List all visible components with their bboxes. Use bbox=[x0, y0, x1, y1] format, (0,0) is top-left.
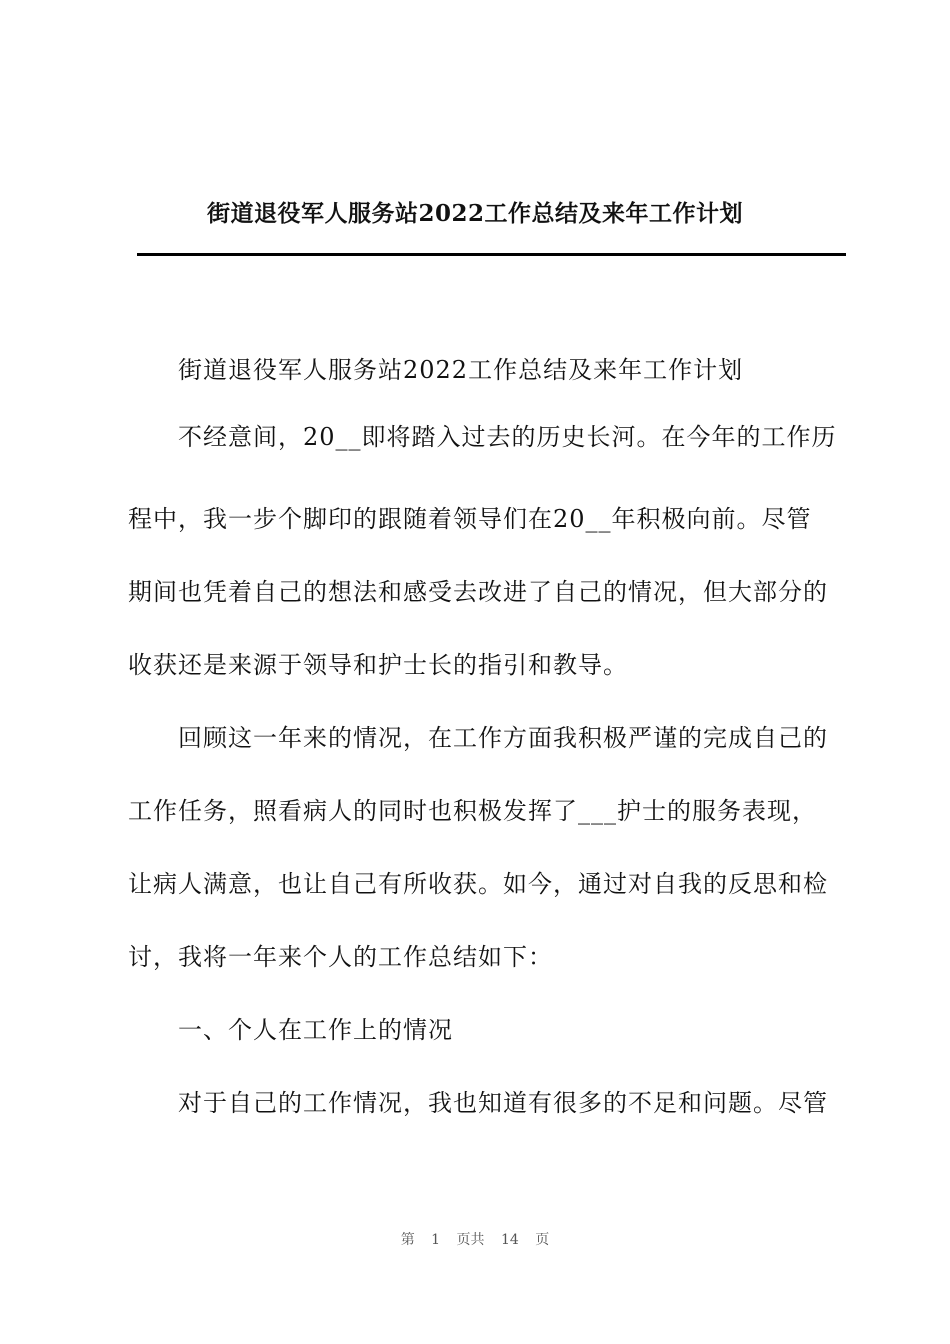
paragraph-line: 回顾这一年来的情况，在工作方面我积极严谨的完成自己的 bbox=[178, 724, 828, 752]
current-page-number: 1 bbox=[431, 1232, 441, 1248]
paragraph-line: 期间也凭着自己的想法和感受去改进了自己的情况，但大部分的 bbox=[128, 578, 828, 606]
page-label-suffix: 页 bbox=[535, 1232, 550, 1248]
page-label-mid: 页共 bbox=[456, 1232, 485, 1248]
total-pages-number: 14 bbox=[501, 1232, 519, 1248]
paragraph-line: 对于自己的工作情况，我也知道有很多的不足和问题。尽管 bbox=[178, 1089, 828, 1117]
paragraph-line: 让病人满意，也让自己有所收获。如今，通过对自我的反思和检 bbox=[128, 870, 828, 898]
paragraph-line: 收获还是来源于领导和护士长的指引和教导。 bbox=[128, 651, 628, 679]
paragraph bbox=[128, 1077, 858, 1130]
paragraph-line: 一、个人在工作上的情况 bbox=[178, 1016, 453, 1044]
paragraph-line: 程中，我一步个脚印的跟随着领导们在20__年积极向前。尽管 bbox=[128, 505, 812, 533]
paragraph-line: 街道退役军人服务站2022工作总结及来年工作计划 bbox=[178, 356, 744, 384]
paragraph-line: 讨，我将一年来个人的工作总结如下： bbox=[128, 943, 553, 971]
paragraph-line: 不经意间，20__即将踏入过去的历史长河。在今年的工作历 bbox=[178, 423, 837, 451]
page-footer bbox=[0, 1229, 950, 1249]
paragraph bbox=[128, 411, 858, 692]
document-body bbox=[128, 344, 858, 1130]
paragraph bbox=[128, 344, 858, 397]
paragraph-line: 工作任务，照看病人的同时也积极发挥了___护士的服务表现， bbox=[128, 797, 817, 825]
page-title: 街道退役军人服务站2022工作总结及来年工作计划 bbox=[206, 200, 743, 227]
paragraph bbox=[128, 712, 858, 984]
title-divider bbox=[137, 253, 846, 256]
section-heading bbox=[128, 1004, 858, 1057]
page-label-prefix: 第 bbox=[400, 1232, 415, 1248]
